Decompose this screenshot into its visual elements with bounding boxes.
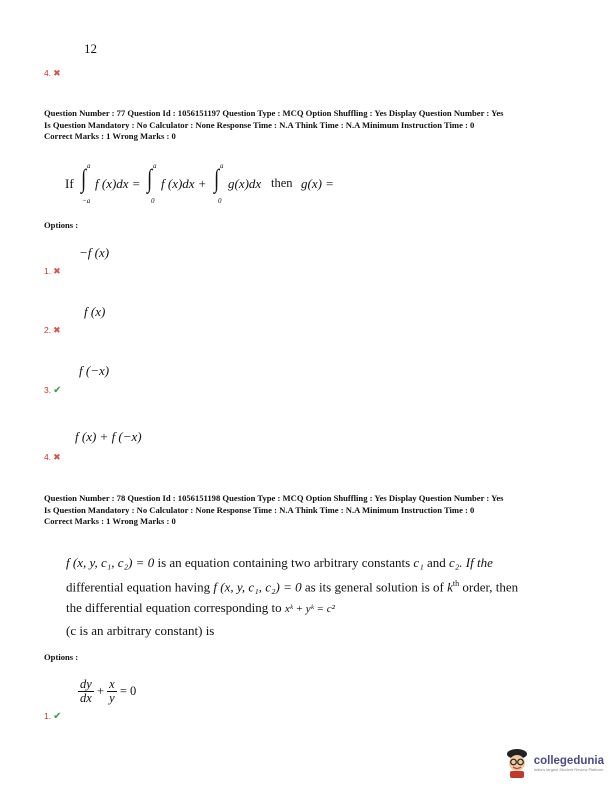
q77-int1-upper: a xyxy=(87,162,91,170)
plus-sign: + xyxy=(96,684,104,698)
q77-option-2-marker xyxy=(44,325,61,336)
option-number: 4. xyxy=(44,68,52,78)
integral-sign-icon: ∫ xyxy=(81,164,87,193)
q78-meta-line2: Is Question Mandatory : No Calculator : None Response Time : N.A Think Time : N.A Minimum Instruction Time : 0 xyxy=(44,504,475,515)
q78-meta-line3: Correct Marks : 1 Wrong Marks : 0 xyxy=(44,516,176,526)
q78-line1-math: f (x, y, c₁, c₂) = 0 xyxy=(66,555,155,570)
q77-option-1-marker xyxy=(44,266,61,277)
integral-sign-icon: ∫ xyxy=(214,164,220,193)
logo-tagline: India's largest Student Review Platform xyxy=(533,766,604,772)
q78-line3-math: xᵏ + yᵏ = c² xyxy=(284,603,335,616)
option-number: 1. xyxy=(44,711,52,721)
q77-option-1-text[interactable]: −f (x) xyxy=(79,245,110,260)
q77-int3-body: g(x)dx xyxy=(228,176,262,191)
check-icon: ✔ xyxy=(53,711,62,722)
option-number: 3. xyxy=(44,385,52,395)
q77-if: If xyxy=(65,176,74,191)
collegedunia-logo xyxy=(504,748,604,778)
q77-int2-lower: 0 xyxy=(151,197,155,205)
q78-line2-text-a: differential equation having xyxy=(66,579,211,595)
q77-int3-upper: a xyxy=(220,162,224,170)
prev-option-marker xyxy=(44,68,61,79)
fraction xyxy=(78,678,94,705)
q78-line4: (c is an arbitrary constant) is xyxy=(66,623,215,639)
q78-option-1-text[interactable] xyxy=(78,678,136,705)
q77-option-4-marker xyxy=(44,452,61,463)
q78-line2-k: k xyxy=(447,579,453,595)
q78-line1-text: is an equation containing two arbitrary constants xyxy=(157,555,411,570)
q78-line2 xyxy=(66,573,536,597)
q77-option-3-marker xyxy=(44,385,61,396)
page-number: 12 xyxy=(84,41,97,56)
mascot-icon xyxy=(504,748,530,778)
q77-int2-body: f (x)dx + xyxy=(161,176,207,191)
q77-int1-body: f (x)dx = xyxy=(95,176,141,191)
q77-int1-lower: −a xyxy=(82,197,91,205)
option-number: 4. xyxy=(44,452,52,462)
q78-line1-and: and xyxy=(426,555,446,570)
q77-meta-line2: Is Question Mandatory : No Calculator : None Response Time : N.A Think Time : N.A Minimum Instruction Time : 0 xyxy=(44,119,475,130)
q78-line2-th: th xyxy=(452,579,460,588)
equals-zero: = 0 xyxy=(119,684,137,698)
frac-numerator: x xyxy=(109,677,115,691)
q77-int2-upper: a xyxy=(153,162,157,170)
wrong-icon: ✖ xyxy=(53,266,61,276)
check-icon: ✔ xyxy=(53,385,62,396)
q78-line2-text-b: as its general solution is of xyxy=(304,579,444,595)
q77-meta-line3: Correct Marks : 1 Wrong Marks : 0 xyxy=(44,131,176,141)
q77-meta-line1: Question Number : 77 Question Id : 1056151197 Question Type : MCQ Option Shuffling : Yes Display Question Number : Yes xyxy=(44,108,504,118)
q78-line2-math: f (x, y, c₁, c₂) = 0 xyxy=(213,579,302,595)
frac-numerator: dy xyxy=(80,677,92,691)
q78-meta-line1: Question Number : 78 Question Id : 1056151198 Question Type : MCQ Option Shuffling : Yes Display Question Number : Yes xyxy=(44,493,504,503)
wrong-icon: ✖ xyxy=(53,325,61,335)
q78-meta xyxy=(44,493,574,528)
q78-line2-text-c: order, then xyxy=(462,579,519,595)
q78-option-1-marker xyxy=(44,711,61,722)
q77-int3-lower: 0 xyxy=(218,197,222,205)
q77-tail: g(x) = xyxy=(301,176,334,191)
q77-then: then xyxy=(271,176,293,190)
q78-line3-text: the differential equation corresponding to xyxy=(66,600,282,616)
frac-denominator: dx xyxy=(80,691,92,705)
logo-name: collegedunia xyxy=(533,754,604,767)
q77-options-label: Options : xyxy=(44,220,79,230)
option-number: 1. xyxy=(44,266,52,276)
wrong-icon: ✖ xyxy=(53,452,61,462)
wrong-icon: ✖ xyxy=(53,68,61,78)
option-number: 2. xyxy=(44,325,52,335)
fraction xyxy=(107,678,117,705)
q77-option-4-text[interactable]: f (x) + f (−x) xyxy=(75,429,142,444)
frac-denominator: y xyxy=(109,691,115,705)
q78-stem xyxy=(66,552,536,641)
q78-line1 xyxy=(66,552,536,573)
q77-option-2-text[interactable]: f (x) xyxy=(84,304,106,319)
q78-line1-c2: c₂. If the xyxy=(449,555,493,570)
q77-option-3-text[interactable]: f (−x) xyxy=(79,363,110,378)
q77-meta xyxy=(44,108,574,143)
q78-line3 xyxy=(66,597,536,620)
q78-line1-c1: c₁ xyxy=(413,555,424,570)
q78-options-label: Options : xyxy=(44,652,79,662)
integral-sign-icon: ∫ xyxy=(147,164,153,193)
